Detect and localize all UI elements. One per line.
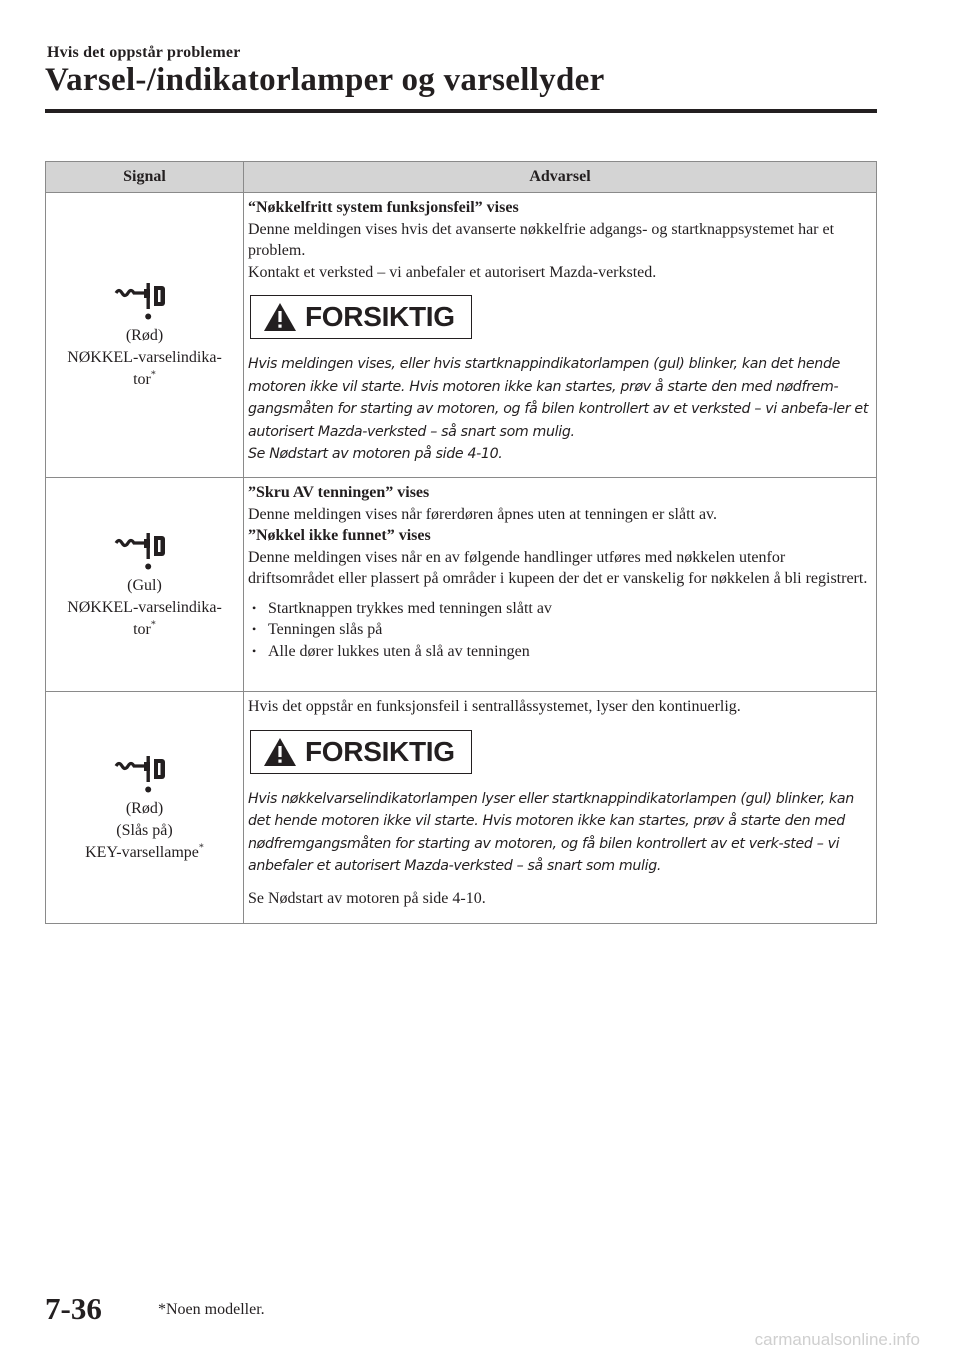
warning-text: Kontakt et verksted – vi anbefaler et autorisert Mazda-verksted.	[248, 263, 657, 281]
signal-name: KEY-varsellampe*	[85, 842, 204, 861]
caution-box	[250, 730, 472, 774]
key-warning-icon	[114, 752, 176, 796]
caution-label: FORSIKTIG	[305, 735, 455, 767]
page-title: Varsel-/indikatorlamper og varsellyder	[45, 62, 605, 98]
signal-name-cont: tor*	[133, 369, 156, 388]
signal-cell	[46, 692, 244, 924]
signal-color: (Rød)	[125, 327, 164, 344]
signal-name: NØKKEL-varselindika-	[67, 598, 222, 616]
signal-color: (Gul)	[127, 576, 162, 594]
column-header-signal: Signal	[46, 162, 244, 193]
caution-text: Hvis nøkkelvarselindikatorlampen lyser eller startknappindikatorlampen (gul) blinker, kan det hende motoren ikke vil starte. Hvis motoren ikke kan startes, prøv å starte den med nødfremgangsmåten for starting av motoren, og få bilen kontrollert av et verk-sted – vi anbefaler et autorisert Mazda-verksted – så snart som mulig.	[248, 790, 854, 874]
warning-text: Denne meldingen vises når en av følgende handlinger utføres med nøkkelen utenfor driftsområdet eller plassert på områder i kupeen der det er vanskelig for nøkkelen å bli registrert.	[248, 548, 868, 587]
footnote: *Noen modeller.	[158, 1301, 265, 1318]
caution-box	[250, 295, 472, 339]
warning-text: Denne meldingen vises når førerdøren åpnes uten at tenningen er slått av.	[248, 505, 718, 523]
key-warning-icon	[114, 279, 176, 323]
list-item: • Startknappen trykkes med tenningen slått av	[248, 598, 870, 620]
signal-cell	[46, 193, 244, 478]
warning-triangle-icon	[263, 302, 297, 332]
warning-table	[45, 161, 877, 924]
caution-label: FORSIKTIG	[305, 301, 455, 333]
list-item: • Alle dører lukkes uten å slå av tenningen	[248, 641, 870, 663]
key-warning-icon	[114, 529, 176, 573]
page-number: 7-36	[45, 1291, 102, 1326]
warning-heading: ”Skru AV tenningen” vises	[248, 484, 430, 501]
table-row	[46, 692, 877, 924]
reference-text: Se Nødstart av motoren på side 4-10.	[248, 889, 486, 907]
warning-cell	[244, 478, 877, 692]
table-header-row	[46, 162, 877, 193]
watermark: carmanualsonline.info	[754, 1330, 920, 1349]
title-rule	[45, 109, 877, 113]
signal-name: NØKKEL-varselindika-	[67, 349, 222, 366]
signal-state: (Slås på)	[116, 821, 173, 839]
signal-color: (Rød)	[125, 799, 164, 817]
warning-triangle-icon	[263, 737, 297, 767]
condition-list	[248, 598, 870, 663]
section-header: Hvis det oppstår problemer	[47, 44, 241, 61]
caution-text: Hvis meldingen vises, eller hvis startknappindikatorlampen (gul) blinker, kan det hende motoren ikke vil starte. Hvis motoren ikke kan startes, prøv å starte den med nødfrem-gangsmåten for starting av motoren, og få bilen kontrollert av et verksted – vi anbefa-ler et autorisert Mazda-verksted – så snart som mulig.	[248, 356, 869, 440]
caution-reference: Se Nødstart av motoren på side 4-10.	[248, 446, 503, 462]
signal-name-cont: tor*	[133, 619, 156, 638]
column-header-warning: Advarsel	[244, 162, 877, 193]
warning-cell	[244, 193, 877, 478]
list-item: • Tenningen slås på	[248, 619, 870, 641]
table-row	[46, 478, 877, 692]
warning-heading: ”Nøkkel ikke funnet” vises	[248, 527, 431, 544]
warning-text: Denne meldingen vises hvis det avanserte nøkkelfrie adgangs- og startknappsystemet har et problem.	[248, 220, 835, 259]
warning-cell	[244, 692, 877, 924]
warning-heading: “Nøkkelfritt system funksjonsfeil” vises	[248, 199, 519, 216]
table-row	[46, 193, 877, 478]
signal-cell	[46, 478, 244, 692]
warning-text: Hvis det oppstår en funksjonsfeil i sentrallåssystemet, lyser den kontinuerlig.	[248, 698, 741, 715]
